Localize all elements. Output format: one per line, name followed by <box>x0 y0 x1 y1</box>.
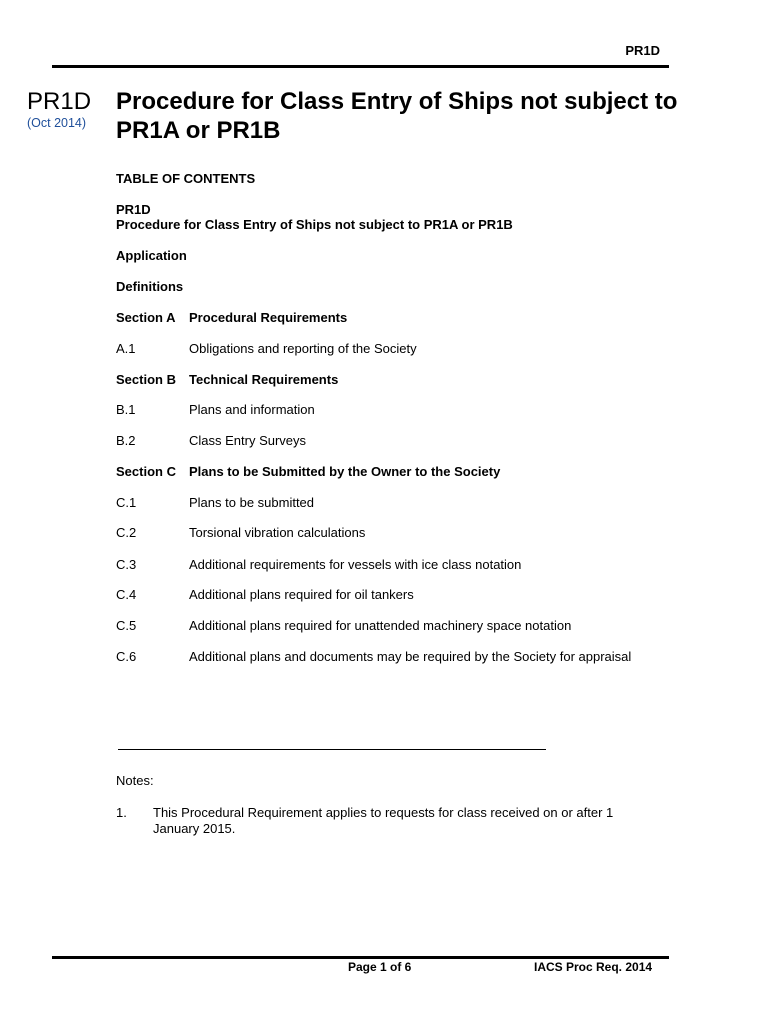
toc-row-number: B.2 <box>116 433 136 448</box>
toc-row-text: Procedural Requirements <box>189 310 348 325</box>
toc-row-number: C.6 <box>116 649 137 664</box>
toc-row-number: Section C <box>116 464 176 479</box>
footer-page-number: Page 1 of 6 <box>348 960 412 974</box>
toc-row-number: Section A <box>116 310 176 325</box>
toc-row-text: Obligations and reporting of the Society <box>189 341 417 356</box>
side-doc-id: PR1D <box>27 88 92 115</box>
toc-row-text: Additional plans required for oil tankers <box>189 587 414 602</box>
side-doc-date: (Oct 2014) <box>27 116 87 130</box>
notes-separator <box>118 749 546 750</box>
toc-row-text: Plans to be Submitted by the Owner to the Society <box>189 464 501 479</box>
toc-row-text: Plans to be submitted <box>189 495 315 510</box>
toc-application: Application <box>116 248 187 263</box>
toc-row-text: Additional requirements for vessels with ice class notation <box>189 557 522 572</box>
footer-rule <box>52 956 669 959</box>
toc-row-text: Additional plans and documents may be required by the Society for appraisal <box>189 649 632 664</box>
toc-full-title: Procedure for Class Entry of Ships not subject to PR1A or PR1B <box>116 217 513 232</box>
toc-row-number: C.4 <box>116 587 137 602</box>
toc-row-number: Section B <box>116 372 176 387</box>
toc-row-text: Torsional vibration calculations <box>189 525 366 540</box>
header-rule <box>52 65 669 68</box>
toc-row-text: Class Entry Surveys <box>189 433 307 448</box>
notes-label: Notes: <box>116 773 154 788</box>
toc-definitions: Definitions <box>116 279 184 294</box>
toc-row-text: Plans and information <box>189 402 315 417</box>
toc-heading: TABLE OF CONTENTS <box>116 171 256 186</box>
page-title: Procedure for Class Entry of Ships not subject to PR1A or PR1B <box>116 88 678 144</box>
footer-doc-reference: IACS Proc Req. 2014 <box>534 960 653 974</box>
toc-doc-code: PR1D <box>116 202 151 217</box>
header-doc-code: PR1D <box>625 43 660 58</box>
toc-row-text: Technical Requirements <box>189 372 339 387</box>
note-text: This Procedural Requirement applies to requests for class received on or after 1 January 2015. <box>153 805 614 836</box>
toc-row-number: C.3 <box>116 557 137 572</box>
toc-row-text: Additional plans required for unattended machinery space notation <box>189 618 572 633</box>
toc-row-number: B.1 <box>116 402 136 417</box>
note-number: 1. <box>116 805 127 820</box>
toc-row-number: C.5 <box>116 618 137 633</box>
toc-row-number: A.1 <box>116 341 136 356</box>
toc-row-number: C.1 <box>116 495 137 510</box>
toc-row-number: C.2 <box>116 525 137 540</box>
